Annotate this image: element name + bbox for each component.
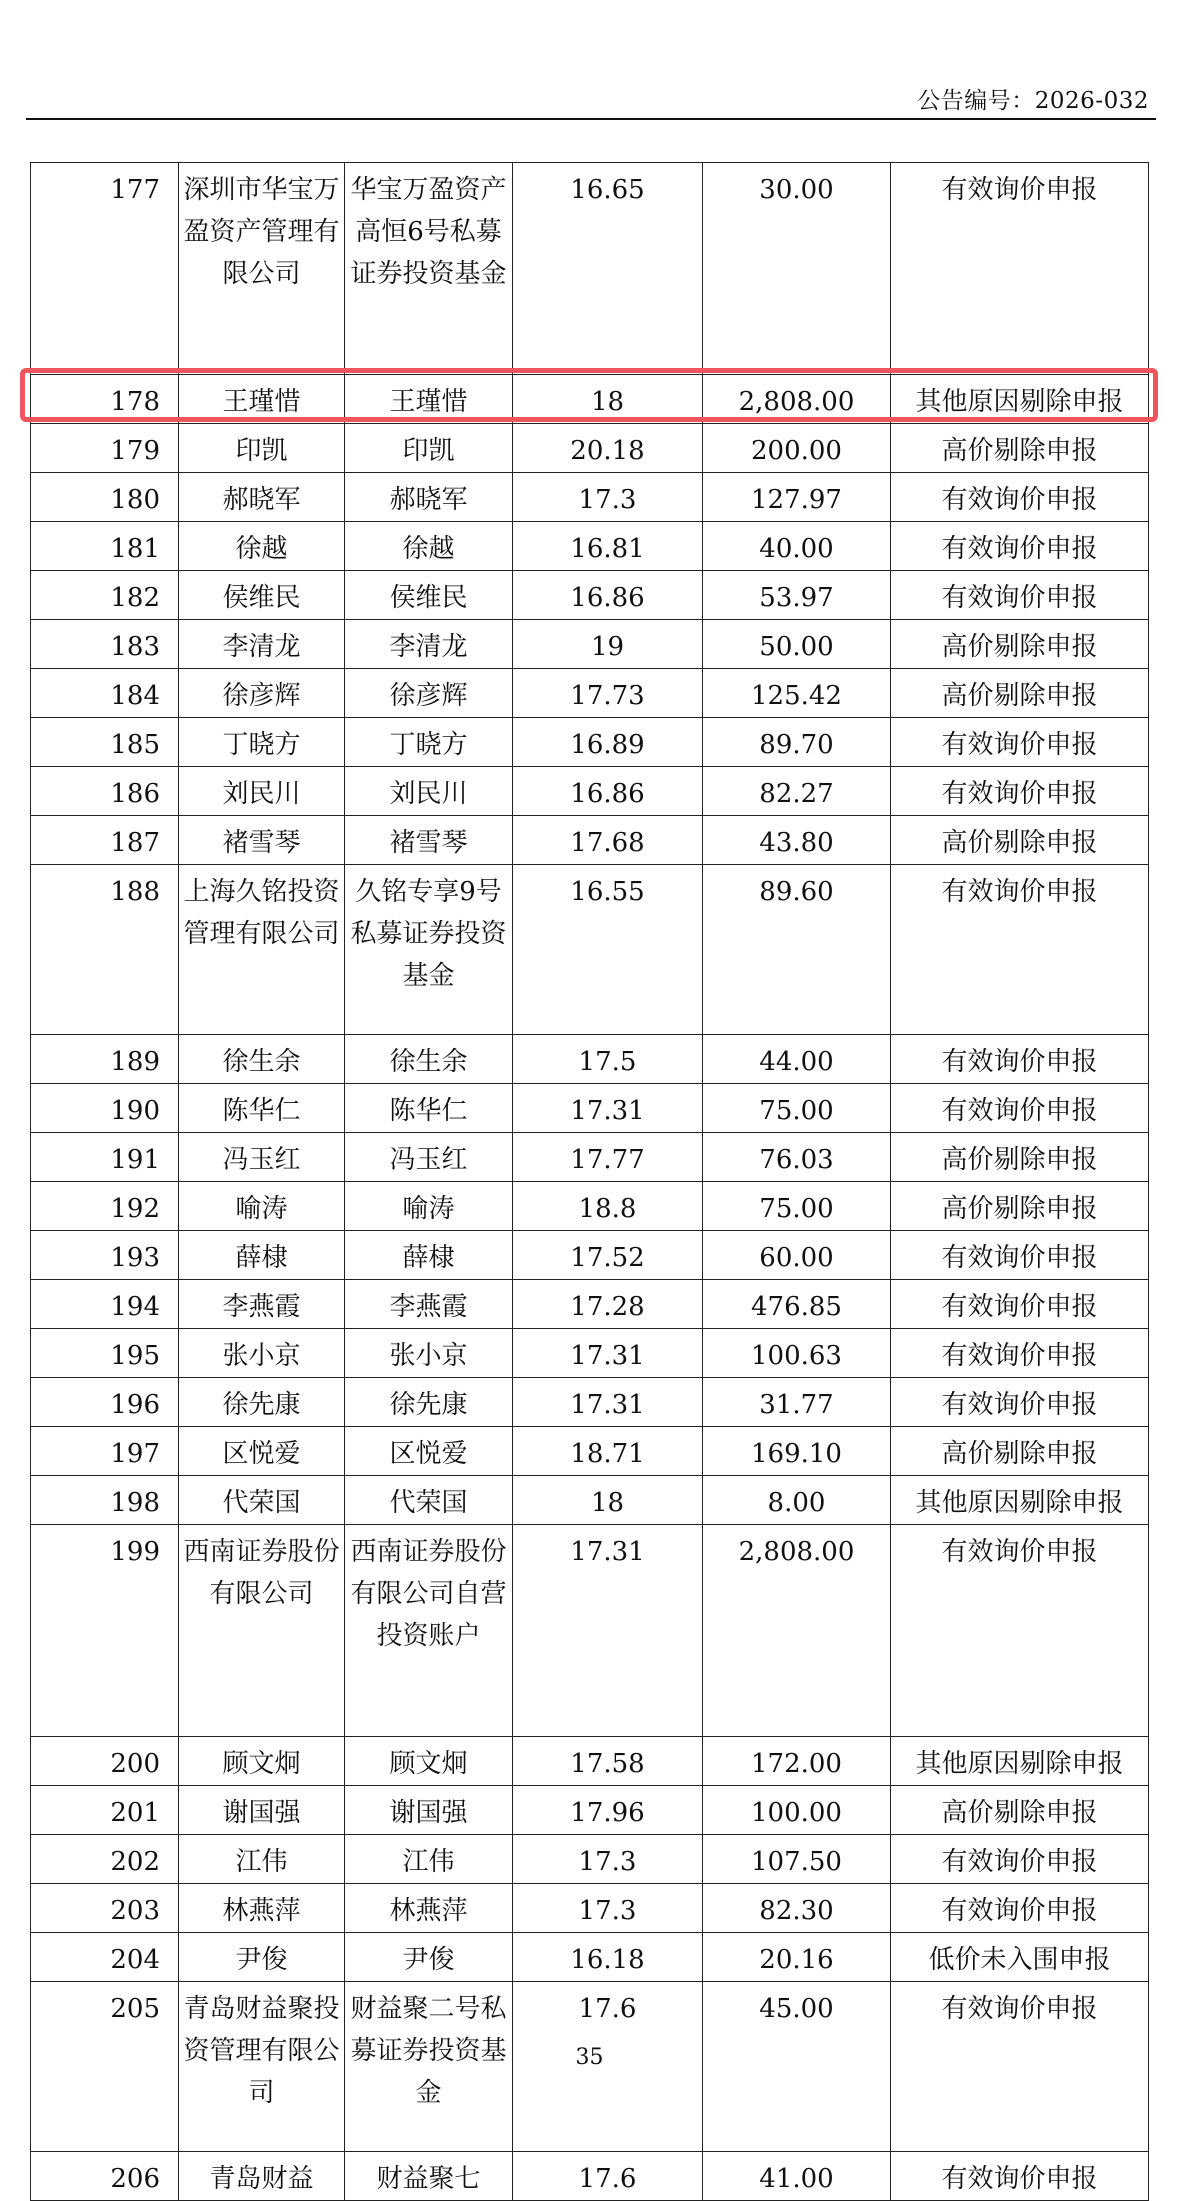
product-name: 刘民川 bbox=[345, 767, 513, 816]
product-name: 李燕霞 bbox=[345, 1280, 513, 1329]
investor-name: 上海久铭投资管理有限公司 bbox=[179, 865, 345, 1035]
row-number: 204 bbox=[31, 1933, 179, 1982]
bid-price: 17.28 bbox=[513, 1280, 703, 1329]
table-row bbox=[31, 718, 1149, 767]
table-row bbox=[31, 473, 1149, 522]
bid-quantity: 30.00 bbox=[703, 163, 891, 375]
row-number: 179 bbox=[31, 424, 179, 473]
bid-status: 高价剔除申报 bbox=[891, 1182, 1149, 1231]
bid-price: 18 bbox=[513, 375, 703, 424]
table-row bbox=[31, 865, 1149, 1035]
bid-quantity: 100.63 bbox=[703, 1329, 891, 1378]
bid-price: 17.3 bbox=[513, 473, 703, 522]
bid-price: 16.89 bbox=[513, 718, 703, 767]
bid-price: 17.6 bbox=[513, 1982, 703, 2152]
investor-name: 徐越 bbox=[179, 522, 345, 571]
product-name: 侯维民 bbox=[345, 571, 513, 620]
bid-price: 17.96 bbox=[513, 1786, 703, 1835]
bid-status: 有效询价申报 bbox=[891, 163, 1149, 375]
bid-status: 有效询价申报 bbox=[891, 2152, 1149, 2201]
row-number: 192 bbox=[31, 1182, 179, 1231]
table-row bbox=[31, 375, 1149, 424]
table-row bbox=[31, 571, 1149, 620]
row-number: 183 bbox=[31, 620, 179, 669]
product-name: 区悦爱 bbox=[345, 1427, 513, 1476]
row-number: 188 bbox=[31, 865, 179, 1035]
table-row bbox=[31, 816, 1149, 865]
row-number: 195 bbox=[31, 1329, 179, 1378]
bid-quantity: 41.00 bbox=[703, 2152, 891, 2201]
product-name: 徐先康 bbox=[345, 1378, 513, 1427]
bid-status: 低价未入围申报 bbox=[891, 1933, 1149, 1982]
bid-status: 有效询价申报 bbox=[891, 865, 1149, 1035]
row-number: 184 bbox=[31, 669, 179, 718]
bid-price: 17.3 bbox=[513, 1884, 703, 1933]
bid-quantity: 89.70 bbox=[703, 718, 891, 767]
investor-name: 青岛财益 bbox=[179, 2152, 345, 2201]
table-row bbox=[31, 669, 1149, 718]
bid-quantity: 50.00 bbox=[703, 620, 891, 669]
product-name: 陈华仁 bbox=[345, 1084, 513, 1133]
bid-quantity: 43.80 bbox=[703, 816, 891, 865]
row-number: 182 bbox=[31, 571, 179, 620]
table-row bbox=[31, 522, 1149, 571]
bid-status: 有效询价申报 bbox=[891, 571, 1149, 620]
notice-number: 公告编号：2026-032 bbox=[917, 88, 1149, 114]
product-name: 褚雪琴 bbox=[345, 816, 513, 865]
row-number: 189 bbox=[31, 1035, 179, 1084]
bid-price: 18.8 bbox=[513, 1182, 703, 1231]
bid-quantity: 89.60 bbox=[703, 865, 891, 1035]
product-name: 丁晓方 bbox=[345, 718, 513, 767]
table-row bbox=[31, 163, 1149, 375]
investor-name: 徐彦辉 bbox=[179, 669, 345, 718]
bid-status: 高价剔除申报 bbox=[891, 620, 1149, 669]
row-number: 198 bbox=[31, 1476, 179, 1525]
investor-name: 区悦爱 bbox=[179, 1427, 345, 1476]
bid-quantity: 2,808.00 bbox=[703, 1525, 891, 1737]
row-number: 178 bbox=[31, 375, 179, 424]
investor-name: 冯玉红 bbox=[179, 1133, 345, 1182]
bid-price: 17.31 bbox=[513, 1084, 703, 1133]
bid-status: 有效询价申报 bbox=[891, 1084, 1149, 1133]
bid-status: 有效询价申报 bbox=[891, 473, 1149, 522]
bid-price: 16.55 bbox=[513, 865, 703, 1035]
table-row bbox=[31, 424, 1149, 473]
row-number: 193 bbox=[31, 1231, 179, 1280]
investor-name: 林燕萍 bbox=[179, 1884, 345, 1933]
investor-name: 尹俊 bbox=[179, 1933, 345, 1982]
bid-quantity: 8.00 bbox=[703, 1476, 891, 1525]
bid-price: 17.68 bbox=[513, 816, 703, 865]
investor-name: 侯维民 bbox=[179, 571, 345, 620]
bid-price: 16.18 bbox=[513, 1933, 703, 1982]
row-number: 197 bbox=[31, 1427, 179, 1476]
row-number: 191 bbox=[31, 1133, 179, 1182]
table-row bbox=[31, 620, 1149, 669]
investor-name: 江伟 bbox=[179, 1835, 345, 1884]
bid-quantity: 45.00 bbox=[703, 1982, 891, 2152]
product-name: 徐越 bbox=[345, 522, 513, 571]
investor-name: 代荣国 bbox=[179, 1476, 345, 1525]
row-number: 202 bbox=[31, 1835, 179, 1884]
product-name: 久铭专享9号私募证券投资基金 bbox=[345, 865, 513, 1035]
bid-price: 17.77 bbox=[513, 1133, 703, 1182]
investor-name: 李清龙 bbox=[179, 620, 345, 669]
bid-status: 高价剔除申报 bbox=[891, 816, 1149, 865]
investor-name: 郝晓军 bbox=[179, 473, 345, 522]
allotment-table bbox=[30, 162, 1149, 2201]
bid-price: 18.71 bbox=[513, 1427, 703, 1476]
product-name: 郝晓军 bbox=[345, 473, 513, 522]
bid-price: 19 bbox=[513, 620, 703, 669]
row-number: 190 bbox=[31, 1084, 179, 1133]
bid-status: 高价剔除申报 bbox=[891, 424, 1149, 473]
bid-status: 有效询价申报 bbox=[891, 1035, 1149, 1084]
bid-quantity: 40.00 bbox=[703, 522, 891, 571]
product-name: 林燕萍 bbox=[345, 1884, 513, 1933]
bid-price: 16.86 bbox=[513, 767, 703, 816]
table-row bbox=[31, 1133, 1149, 1182]
product-name: 财益聚二号私募证券投资基金 bbox=[345, 1982, 513, 2152]
investor-name: 青岛财益聚投资管理有限公司 bbox=[179, 1982, 345, 2152]
table-row bbox=[31, 1084, 1149, 1133]
investor-name: 褚雪琴 bbox=[179, 816, 345, 865]
table-row bbox=[31, 1525, 1149, 1737]
row-number: 187 bbox=[31, 816, 179, 865]
bid-quantity: 127.97 bbox=[703, 473, 891, 522]
investor-name: 李燕霞 bbox=[179, 1280, 345, 1329]
table-row bbox=[31, 1329, 1149, 1378]
row-number: 196 bbox=[31, 1378, 179, 1427]
investor-name: 喻涛 bbox=[179, 1182, 345, 1231]
investor-name: 陈华仁 bbox=[179, 1084, 345, 1133]
bid-quantity: 2,808.00 bbox=[703, 375, 891, 424]
table-row bbox=[31, 1835, 1149, 1884]
bid-price: 16.81 bbox=[513, 522, 703, 571]
bid-status: 有效询价申报 bbox=[891, 1525, 1149, 1737]
product-name: 王瑾惜 bbox=[345, 375, 513, 424]
bid-quantity: 31.77 bbox=[703, 1378, 891, 1427]
bid-price: 20.18 bbox=[513, 424, 703, 473]
bid-price: 17.73 bbox=[513, 669, 703, 718]
product-name: 尹俊 bbox=[345, 1933, 513, 1982]
investor-name: 刘民川 bbox=[179, 767, 345, 816]
bid-status: 有效询价申报 bbox=[891, 1329, 1149, 1378]
investor-name: 薛棣 bbox=[179, 1231, 345, 1280]
bid-price: 17.58 bbox=[513, 1737, 703, 1786]
bid-price: 17.31 bbox=[513, 1329, 703, 1378]
bid-status: 高价剔除申报 bbox=[891, 1786, 1149, 1835]
row-number: 181 bbox=[31, 522, 179, 571]
bid-quantity: 75.00 bbox=[703, 1182, 891, 1231]
product-name: 张小京 bbox=[345, 1329, 513, 1378]
product-name: 江伟 bbox=[345, 1835, 513, 1884]
product-name: 代荣国 bbox=[345, 1476, 513, 1525]
bid-quantity: 82.30 bbox=[703, 1884, 891, 1933]
page-number: 35 bbox=[575, 2045, 604, 2070]
bid-quantity: 172.00 bbox=[703, 1737, 891, 1786]
row-number: 206 bbox=[31, 2152, 179, 2201]
product-name: 顾文炯 bbox=[345, 1737, 513, 1786]
bid-status: 其他原因剔除申报 bbox=[891, 375, 1149, 424]
investor-name: 顾文炯 bbox=[179, 1737, 345, 1786]
product-name: 徐彦辉 bbox=[345, 669, 513, 718]
bid-quantity: 76.03 bbox=[703, 1133, 891, 1182]
bid-status: 高价剔除申报 bbox=[891, 1133, 1149, 1182]
bid-quantity: 200.00 bbox=[703, 424, 891, 473]
product-name: 西南证券股份有限公司自营投资账户 bbox=[345, 1525, 513, 1737]
investor-name: 王瑾惜 bbox=[179, 375, 345, 424]
table-row bbox=[31, 2152, 1149, 2201]
bid-quantity: 60.00 bbox=[703, 1231, 891, 1280]
table-row bbox=[31, 1378, 1149, 1427]
bid-status: 有效询价申报 bbox=[891, 522, 1149, 571]
row-number: 194 bbox=[31, 1280, 179, 1329]
product-name: 谢国强 bbox=[345, 1786, 513, 1835]
bid-quantity: 100.00 bbox=[703, 1786, 891, 1835]
bid-quantity: 53.97 bbox=[703, 571, 891, 620]
table-row bbox=[31, 1476, 1149, 1525]
bid-status: 有效询价申报 bbox=[891, 1280, 1149, 1329]
investor-name: 张小京 bbox=[179, 1329, 345, 1378]
bid-quantity: 107.50 bbox=[703, 1835, 891, 1884]
bid-status: 有效询价申报 bbox=[891, 1378, 1149, 1427]
bid-status: 有效询价申报 bbox=[891, 1231, 1149, 1280]
row-number: 201 bbox=[31, 1786, 179, 1835]
investor-name: 谢国强 bbox=[179, 1786, 345, 1835]
investor-name: 徐先康 bbox=[179, 1378, 345, 1427]
bid-price: 17.31 bbox=[513, 1378, 703, 1427]
bid-price: 17.6 bbox=[513, 2152, 703, 2201]
product-name: 华宝万盈资产高恒6号私募证券投资基金 bbox=[345, 163, 513, 375]
table-row bbox=[31, 1786, 1149, 1835]
bid-status: 有效询价申报 bbox=[891, 1982, 1149, 2152]
table-row bbox=[31, 1427, 1149, 1476]
product-name: 薛棣 bbox=[345, 1231, 513, 1280]
row-number: 185 bbox=[31, 718, 179, 767]
product-name: 财益聚七 bbox=[345, 2152, 513, 2201]
row-number: 200 bbox=[31, 1737, 179, 1786]
row-number: 203 bbox=[31, 1884, 179, 1933]
table-row bbox=[31, 1035, 1149, 1084]
bid-price: 17.52 bbox=[513, 1231, 703, 1280]
table-row bbox=[31, 1884, 1149, 1933]
header-rule bbox=[26, 118, 1156, 120]
row-number: 186 bbox=[31, 767, 179, 816]
product-name: 李清龙 bbox=[345, 620, 513, 669]
bid-price: 17.3 bbox=[513, 1835, 703, 1884]
bid-quantity: 44.00 bbox=[703, 1035, 891, 1084]
investor-name: 印凯 bbox=[179, 424, 345, 473]
table-row bbox=[31, 1737, 1149, 1786]
investor-name: 丁晓方 bbox=[179, 718, 345, 767]
product-name: 徐生余 bbox=[345, 1035, 513, 1084]
bid-quantity: 125.42 bbox=[703, 669, 891, 718]
table-row bbox=[31, 1280, 1149, 1329]
row-number: 180 bbox=[31, 473, 179, 522]
investor-name: 深圳市华宝万盈资产管理有限公司 bbox=[179, 163, 345, 375]
product-name: 冯玉红 bbox=[345, 1133, 513, 1182]
bid-quantity: 20.16 bbox=[703, 1933, 891, 1982]
bid-status: 有效询价申报 bbox=[891, 1884, 1149, 1933]
bid-price: 18 bbox=[513, 1476, 703, 1525]
bid-status: 有效询价申报 bbox=[891, 1835, 1149, 1884]
investor-name: 徐生余 bbox=[179, 1035, 345, 1084]
bid-status: 高价剔除申报 bbox=[891, 669, 1149, 718]
bid-price: 16.65 bbox=[513, 163, 703, 375]
table-row bbox=[31, 1182, 1149, 1231]
bid-status: 高价剔除申报 bbox=[891, 1427, 1149, 1476]
bid-quantity: 75.00 bbox=[703, 1084, 891, 1133]
bid-price: 16.86 bbox=[513, 571, 703, 620]
bid-status: 其他原因剔除申报 bbox=[891, 1737, 1149, 1786]
bid-status: 有效询价申报 bbox=[891, 718, 1149, 767]
product-name: 印凯 bbox=[345, 424, 513, 473]
product-name: 喻涛 bbox=[345, 1182, 513, 1231]
row-number: 199 bbox=[31, 1525, 179, 1737]
table-row bbox=[31, 767, 1149, 816]
row-number: 177 bbox=[31, 163, 179, 375]
bid-status: 有效询价申报 bbox=[891, 767, 1149, 816]
investor-name: 西南证券股份有限公司 bbox=[179, 1525, 345, 1737]
table-row bbox=[31, 1933, 1149, 1982]
row-number: 205 bbox=[31, 1982, 179, 2152]
bid-quantity: 169.10 bbox=[703, 1427, 891, 1476]
bid-quantity: 82.27 bbox=[703, 767, 891, 816]
bid-status: 其他原因剔除申报 bbox=[891, 1476, 1149, 1525]
bid-quantity: 476.85 bbox=[703, 1280, 891, 1329]
bid-price: 17.5 bbox=[513, 1035, 703, 1084]
bid-price: 17.31 bbox=[513, 1525, 703, 1737]
table-row bbox=[31, 1231, 1149, 1280]
